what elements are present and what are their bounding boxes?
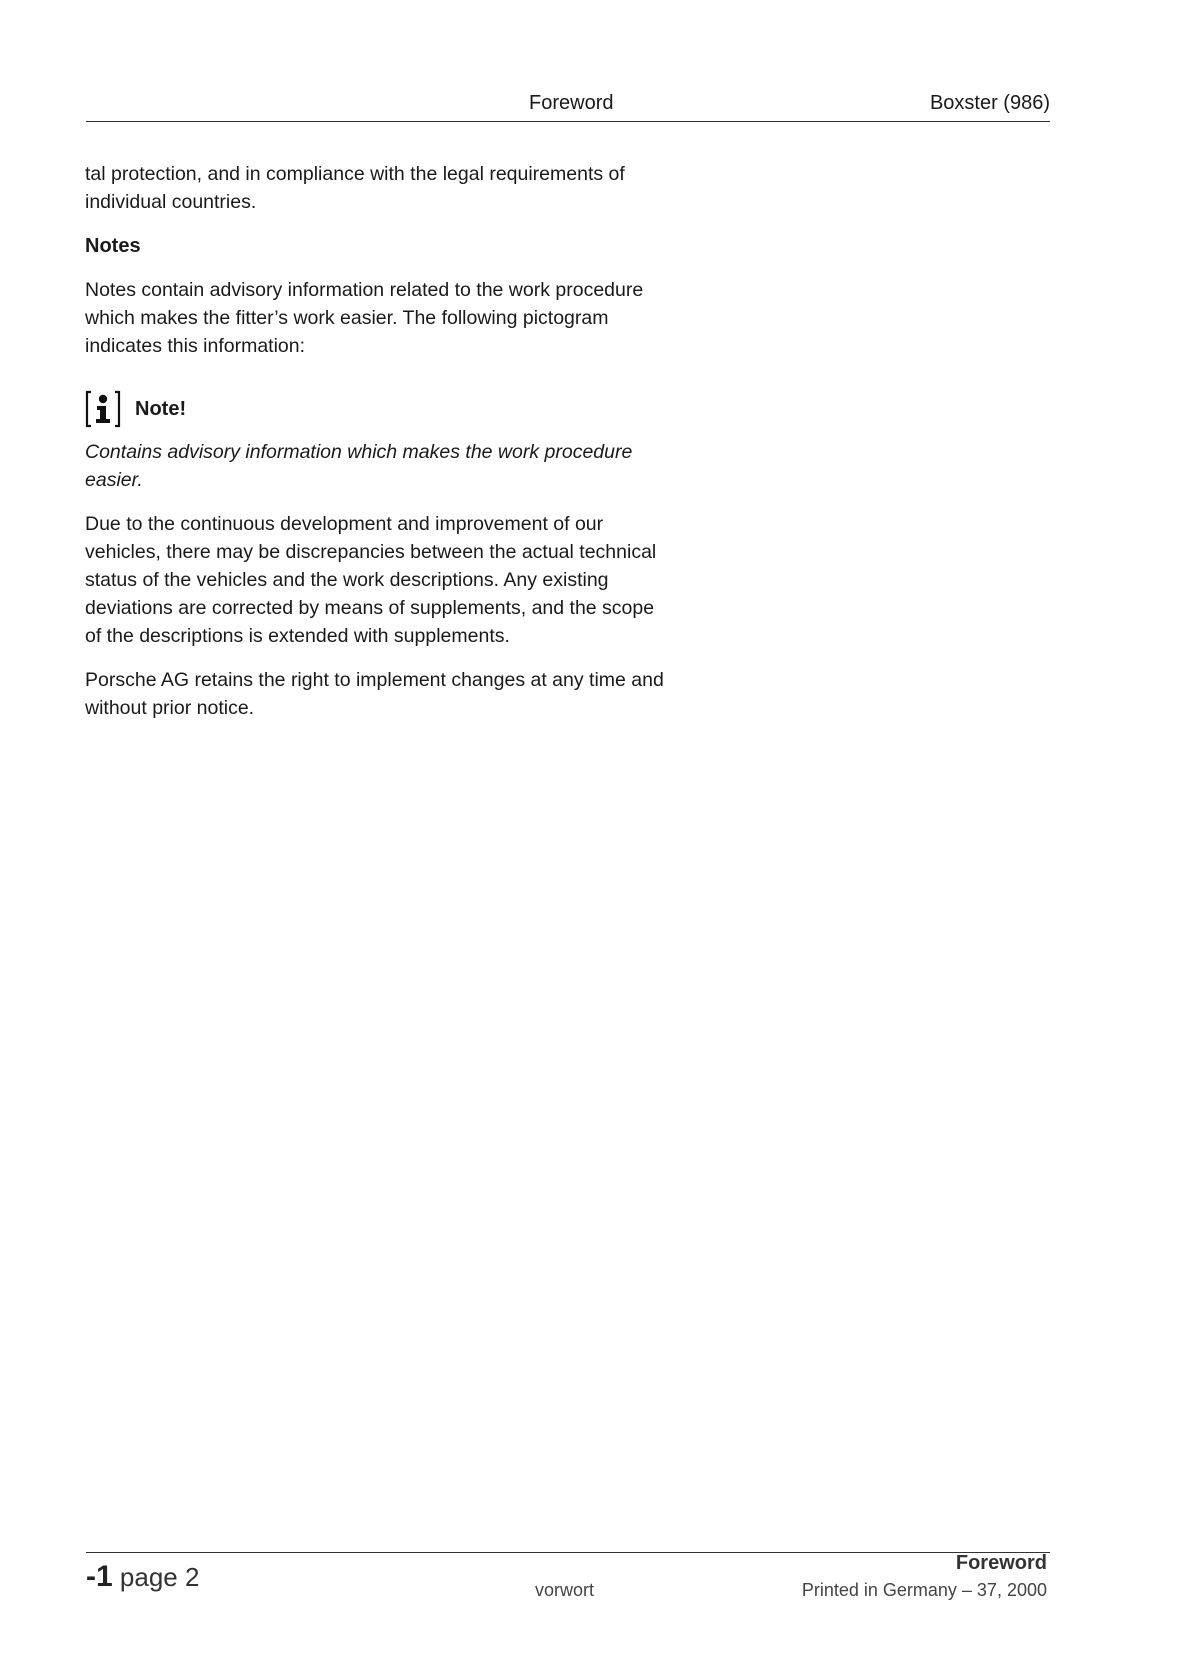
body-column xyxy=(85,160,665,738)
footer-rule xyxy=(86,1552,1050,1553)
header-rule xyxy=(86,121,1050,122)
footer-code: vorwort xyxy=(535,1580,595,1600)
note-pictogram-row xyxy=(85,390,665,428)
running-header-model: Boxster (986) xyxy=(929,92,1050,114)
development-paragraph: Due to the continuous development and improvement of our vehicles, there may be discrepancies between the actual technical status of the vehicles and the work descriptions. Any existing deviations are corrected by means of supplements, and the scope of the descriptions is extended with supplements. xyxy=(85,513,657,647)
notes-heading: Notes xyxy=(85,235,141,257)
footer-page-number xyxy=(86,1560,199,1594)
note-label: Note! xyxy=(135,398,187,420)
page-prefix: -1 xyxy=(86,1560,113,1593)
notes-paragraph: Notes contain advisory information related to the work procedure which makes the fitter’s work easier. The following pictogram indicates this information: xyxy=(85,279,644,357)
footer-section-title: Foreword xyxy=(955,1552,1047,1574)
rights-paragraph: Porsche AG retains the right to implement changes at any time and without prior notice. xyxy=(85,669,664,719)
info-icon xyxy=(85,390,121,428)
page-label: page 2 xyxy=(119,1562,200,1592)
footer-printed: Printed in Germany – 37, 2000 xyxy=(801,1580,1047,1600)
running-header-title: Foreword xyxy=(529,92,614,114)
intro-paragraph: tal protection, and in compliance with the legal requirements of individual countries. xyxy=(85,163,625,213)
note-text: Contains advisory information which makes the work procedure easier. xyxy=(85,441,633,491)
